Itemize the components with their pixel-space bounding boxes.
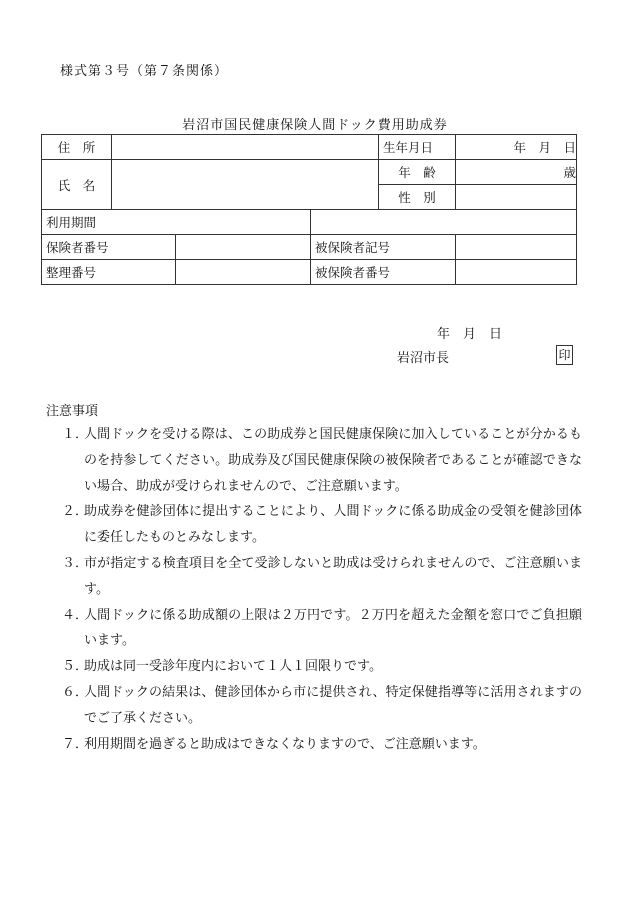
insured-number-field[interactable]: [456, 260, 577, 285]
note-item: ５． 助成は同一受診年度内において１人１回限りです。: [62, 659, 382, 675]
reference-number-label: 整理番号: [42, 260, 176, 285]
mayor-title: 岩沼市長: [397, 351, 450, 366]
insured-number-label: 被保険者番号: [311, 260, 456, 285]
age-field[interactable]: 歳: [456, 160, 577, 185]
note-item: １． 人間ドックを受ける際は、この助成券と国民健康保険に加入していることが分かるものを持参してください。助成券及び国民健康保険の被保険者であることが確認できない場合、助成が受けられませんので、ご注意願います。: [62, 427, 582, 494]
insurer-number-field[interactable]: [176, 235, 311, 260]
row-reference: [42, 260, 577, 285]
row-period: [42, 210, 577, 235]
row-address: [42, 135, 577, 160]
seal-stamp-box: 印: [556, 345, 573, 365]
note-item: ４． 人間ドックに係る助成額の上限は２万円です。２万円を超えた金額を窓口でご負担願います。: [62, 607, 582, 649]
address-field[interactable]: [112, 135, 379, 160]
issue-date: 年 月 日: [437, 327, 503, 342]
sex-field[interactable]: [456, 185, 577, 210]
row-insurer: [42, 235, 577, 260]
notes-heading: 注意事項: [46, 404, 99, 419]
form-number: 様式第３号（第７条関係）: [60, 64, 229, 79]
voucher-table: [41, 134, 577, 285]
notes-list: [62, 422, 582, 757]
insurer-number-label: 保険者番号: [42, 235, 176, 260]
insured-symbol-label: 被保険者記号: [311, 235, 456, 260]
birthdate-label: 生年月日: [379, 135, 456, 160]
period-label: 利用期間: [42, 210, 311, 235]
insured-symbol-field[interactable]: [456, 235, 577, 260]
address-label: 住 所: [42, 135, 112, 160]
name-label: 氏 名: [42, 160, 112, 210]
name-field[interactable]: [112, 160, 379, 210]
note-item: ７． 利用期間を過ぎると助成はできなくなりますので、ご注意願います。: [62, 736, 486, 752]
row-name-age: [42, 160, 577, 185]
sex-label: 性 別: [379, 185, 456, 210]
note-item: ２． 助成券を健診団体に提出することにより、人間ドックに係る助成金の受領を健診団体に委任したものとみなします。: [62, 504, 582, 546]
document-title: 岩沼市国民健康保険人間ドック費用助成券: [182, 118, 448, 133]
note-item: ６． 人間ドックの結果は、健診団体から市に提供され、特定保健指導等に活用されますのでご了承ください。: [62, 684, 582, 726]
period-field[interactable]: [311, 210, 577, 235]
reference-number-field[interactable]: [176, 260, 311, 285]
note-item: ３． 市が指定する検査項目を全て受診しないと助成は受けられませんので、ご注意願います。: [62, 555, 582, 597]
birthdate-field[interactable]: 年 月 日: [456, 135, 577, 160]
age-label: 年 齢: [379, 160, 456, 185]
